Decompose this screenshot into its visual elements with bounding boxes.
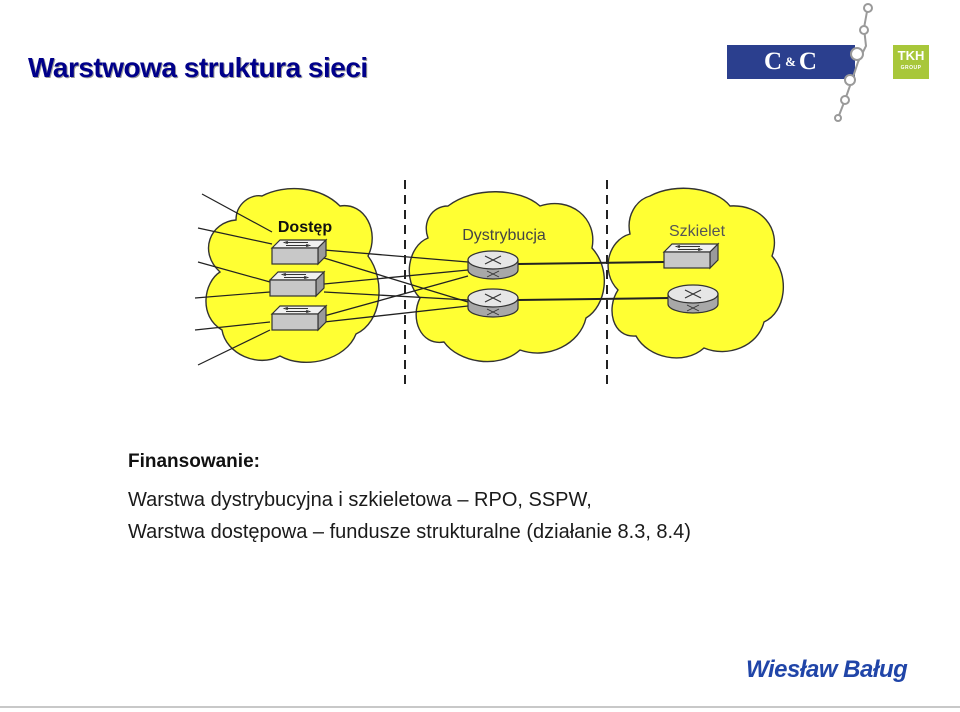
core-switch-icon [664,244,718,268]
author-name: Wiesław Baług [746,656,908,683]
financing-block [128,450,691,548]
layer-label-core: Szkielet [668,223,726,240]
layer-label-distribution: Dystrybucja [462,227,546,244]
access-switch-2-icon [270,272,324,296]
financing-line-1: Warstwa dystrybucyjna i szkieletowa – RPO, SSPW, [128,489,592,511]
cc-logo-right: C [798,48,818,75]
slide-title: Warstwowa struktura sieci [28,52,368,83]
cc-logo-amp: & [785,54,797,69]
distribution-router-1-icon [468,251,518,279]
bottom-divider [0,706,960,708]
core-cloud [608,188,783,358]
layer-label-access: Dostęp [277,219,333,236]
core-router-icon [668,285,718,313]
tkh-logo-text: TKH [897,48,925,63]
financing-heading: Finansowanie: [128,451,260,472]
distribution-router-2-icon [468,289,518,317]
financing-line-2: Warstwa dostępowa – fundusze strukturalne (działanie 8.3, 8.4) [128,521,691,543]
access-switch-1-icon [272,240,326,264]
tkh-logo-sub: GROUP [900,65,922,71]
cc-logo-left: C [764,48,784,75]
access-switch-3-icon [272,306,326,330]
